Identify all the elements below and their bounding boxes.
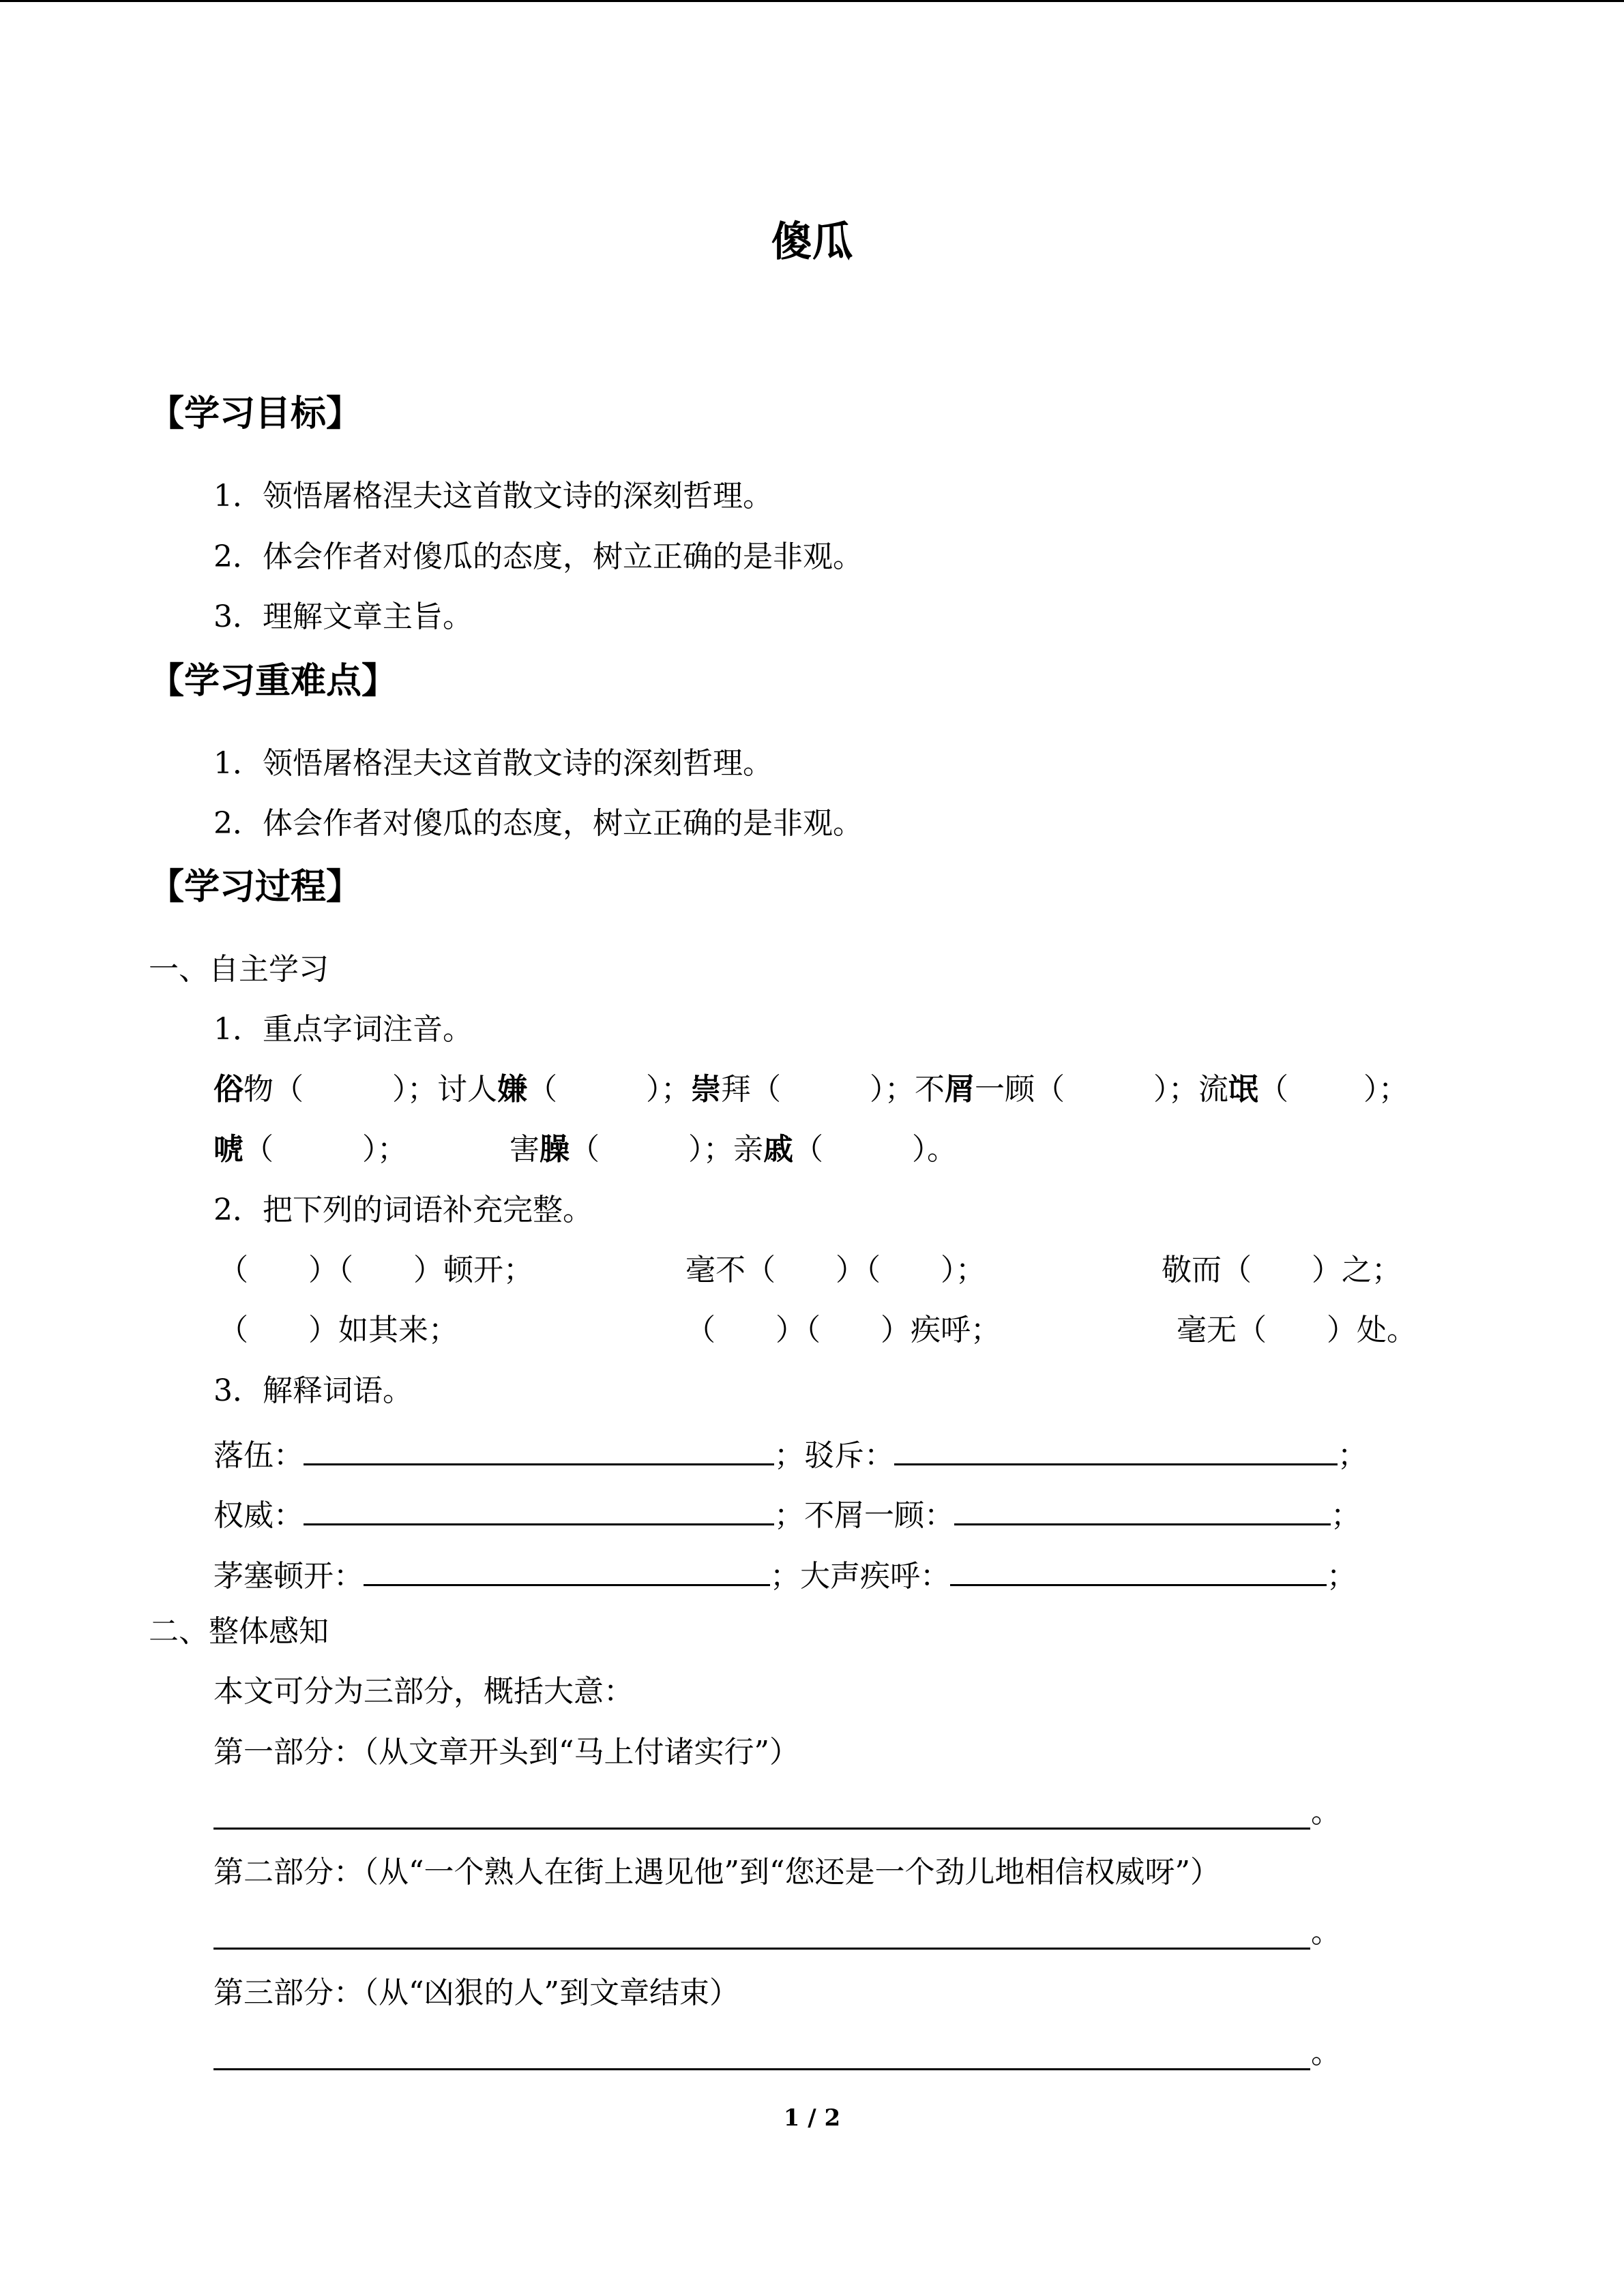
completion-r2-1[interactable]: （ ）如其来； [218,1313,458,1347]
page-number: 1 / 2 [783,2104,841,2132]
goal-item-2: 2．体会作者对傻瓜的态度，树立正确的是非观。 [213,539,863,574]
pronunciation-label: 1．重点字词注音。 [213,1012,473,1047]
blank-buxieyigu[interactable] [954,1496,1331,1525]
key-point-item-2: 2．体会作者对傻瓜的态度，树立正确的是非观。 [213,806,863,841]
pronunciation-row-1: 俗物（ ）；讨人嫌（ ）；崇拜（ ）；不屑一顾（ ）；流氓（ ）； [213,1072,1408,1107]
process-heading: 【学习过程】 [149,867,362,908]
completion-label: 2．把下列的词语补充完整。 [213,1193,593,1227]
part-3-prompt: 第三部分：（从“凶狠的人”到文章结束） [213,1976,739,2010]
goals-heading: 【学习目标】 [149,393,362,434]
part-2-prompt: 第二部分：（从“一个熟人在街上遇见他”到“您还是一个劲儿地相信权威呀”） [213,1855,1220,1890]
key-point-item-1: 1．领悟屠格涅夫这首散文诗的深刻哲理。 [213,746,773,781]
blank-dashengjihu[interactable] [950,1557,1327,1586]
explain-row-1: 落伍： ；驳斥： ； [213,1436,1368,1471]
completion-r1-1[interactable]: （ ）（ ）顿开； [218,1253,533,1287]
part-2-period: 。 [1311,1915,1341,1950]
explain-row-2: 权威： ；不屑一顾： ； [213,1496,1361,1531]
key-points-heading: 【学习重难点】 [149,661,398,702]
completion-r1-3[interactable]: 敬而（ ）之； [1162,1253,1402,1287]
overall-intro: 本文可分为三部分，概括大意： [213,1674,634,1709]
part-2-answer-line[interactable] [213,1948,1310,1950]
goal-item-3: 3．理解文章主旨。 [213,599,473,634]
overall-heading: 二、整体感知 [149,1614,329,1649]
blank-luowu[interactable] [304,1436,774,1465]
part-3-period: 。 [1311,2036,1341,2070]
completion-r2-3[interactable]: 毫无（ ）处。 [1177,1313,1417,1347]
page-title: 傻瓜 [771,218,853,266]
part-1-period: 。 [1311,1795,1341,1830]
blank-quanwei[interactable] [304,1496,774,1525]
pronunciation-row-2: 唬（ ）； 害臊（ ）；亲戚（ ）。 [213,1132,957,1167]
blank-bochi[interactable] [894,1436,1338,1465]
goal-item-1: 1．领悟屠格涅夫这首散文诗的深刻哲理。 [213,479,773,513]
part-1-prompt: 第一部分：（从文章开头到“马上付诸实行”） [213,1735,799,1770]
completion-r2-2[interactable]: （ ）（ ）疾呼； [685,1313,1001,1347]
explain-row-3: 茅塞顿开： ；大声疾呼： ； [213,1557,1357,1592]
self-study-heading: 一、自主学习 [149,952,329,987]
part-1-answer-line[interactable] [213,1828,1310,1830]
part-3-answer-line[interactable] [213,2068,1310,2070]
explain-label: 3．解释词语。 [213,1373,413,1408]
blank-maosedunkai[interactable] [364,1557,770,1586]
completion-r1-2[interactable]: 毫不（ ）（ ）； [685,1253,986,1287]
